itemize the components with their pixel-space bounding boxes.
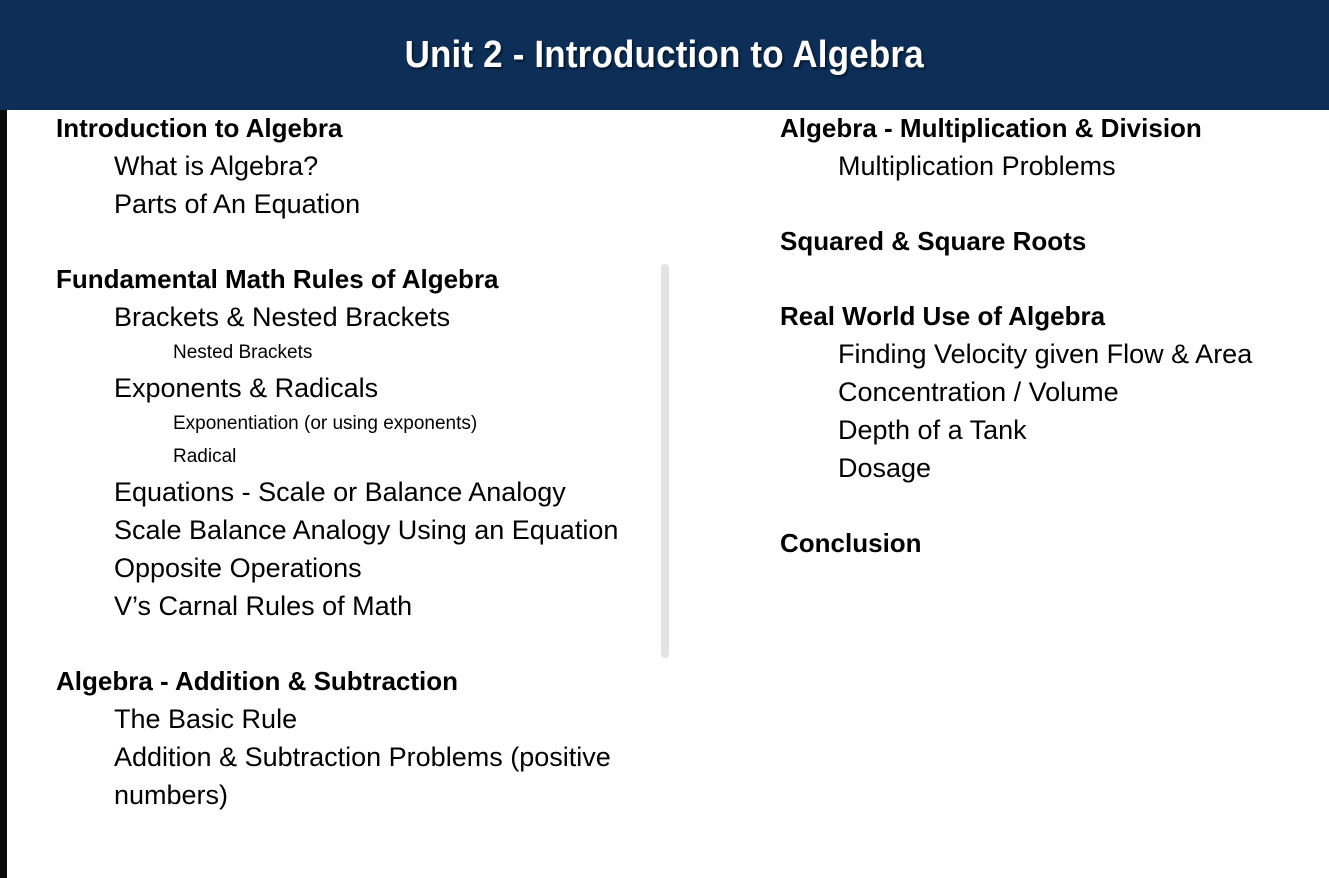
outline-item-brackets-nested-brackets[interactable]: Brackets & Nested Brackets bbox=[114, 302, 451, 332]
outline-section-introduction-to-algebra bbox=[56, 110, 646, 223]
outline-item-concentration-volume[interactable]: Concentration / Volume bbox=[838, 377, 1119, 407]
section-heading-algebra-addition-subtraction[interactable]: Algebra - Addition & Subtraction bbox=[56, 666, 459, 696]
outline-item-opposite-operations[interactable]: Opposite Operations bbox=[114, 553, 362, 583]
outline-subitem-radical[interactable]: Radical bbox=[173, 446, 237, 467]
outline-item-exponents-radicals[interactable]: Exponents & Radicals bbox=[114, 373, 379, 403]
outline-section-algebra-addition-subtraction bbox=[56, 663, 646, 814]
outline-item-what-is-algebra[interactable]: What is Algebra? bbox=[114, 151, 319, 181]
outline-item-equations-scale-or-balance-analogy[interactable]: Equations - Scale or Balance Analogy bbox=[114, 477, 566, 507]
section-heading-algebra-multiplication-division[interactable]: Algebra - Multiplication & Division bbox=[780, 113, 1202, 143]
outline-subitem-nested-brackets[interactable]: Nested Brackets bbox=[173, 342, 313, 363]
outline-item-finding-velocity-given-flow-area[interactable]: Finding Velocity given Flow & Area bbox=[838, 339, 1253, 369]
outline-item-dosage[interactable]: Dosage bbox=[838, 453, 932, 483]
scrollbar-thumb[interactable] bbox=[661, 264, 669, 658]
section-spacer bbox=[780, 487, 1310, 525]
section-spacer bbox=[780, 185, 1310, 223]
section-heading-fundamental-math-rules-of-algebra[interactable]: Fundamental Math Rules of Algebra bbox=[56, 264, 499, 294]
outline-item-parts-of-an-equation[interactable]: Parts of An Equation bbox=[114, 189, 361, 219]
section-spacer bbox=[56, 625, 646, 663]
outline-body bbox=[0, 110, 1329, 878]
outline-section-real-world-use-of-algebra bbox=[780, 298, 1310, 487]
section-spacer bbox=[56, 223, 646, 261]
outline-section-fundamental-math-rules-of-algebra bbox=[56, 261, 646, 625]
section-heading-conclusion[interactable]: Conclusion bbox=[780, 528, 922, 558]
section-spacer bbox=[780, 260, 1310, 298]
section-heading-squared-square-roots[interactable]: Squared & Square Roots bbox=[780, 226, 1087, 256]
page-title: Unit 2 - Introduction to Algebra bbox=[404, 33, 925, 76]
outline-subitem-exponentiation-or-using-exponents[interactable]: Exponentiation (or using exponents) bbox=[173, 413, 478, 434]
outline-item-depth-of-a-tank[interactable]: Depth of a Tank bbox=[838, 415, 1027, 445]
section-heading-real-world-use-of-algebra[interactable]: Real World Use of Algebra bbox=[780, 301, 1106, 331]
outline-item-addition-subtraction-problems-positive-numbers[interactable]: Addition & Subtraction Problems (positive numbers) bbox=[114, 742, 611, 810]
outline-section-algebra-multiplication-division bbox=[780, 110, 1310, 185]
header-banner bbox=[0, 0, 1329, 110]
outline-item-vs-carnal-rules-of-math[interactable]: V’s Carnal Rules of Math bbox=[114, 591, 413, 621]
outline-column-right bbox=[780, 110, 1310, 562]
outline-column-left bbox=[56, 110, 646, 814]
outline-section-squared-square-roots bbox=[780, 223, 1310, 260]
outline-section-conclusion bbox=[780, 525, 1310, 562]
outline-item-the-basic-rule[interactable]: The Basic Rule bbox=[114, 704, 298, 734]
outline-item-multiplication-problems[interactable]: Multiplication Problems bbox=[838, 151, 1116, 181]
outline-item-scale-balance-analogy-using-an-equation[interactable]: Scale Balance Analogy Using an Equation bbox=[114, 515, 619, 545]
scrollbar-track[interactable] bbox=[661, 264, 669, 664]
section-heading-introduction-to-algebra[interactable]: Introduction to Algebra bbox=[56, 113, 343, 143]
